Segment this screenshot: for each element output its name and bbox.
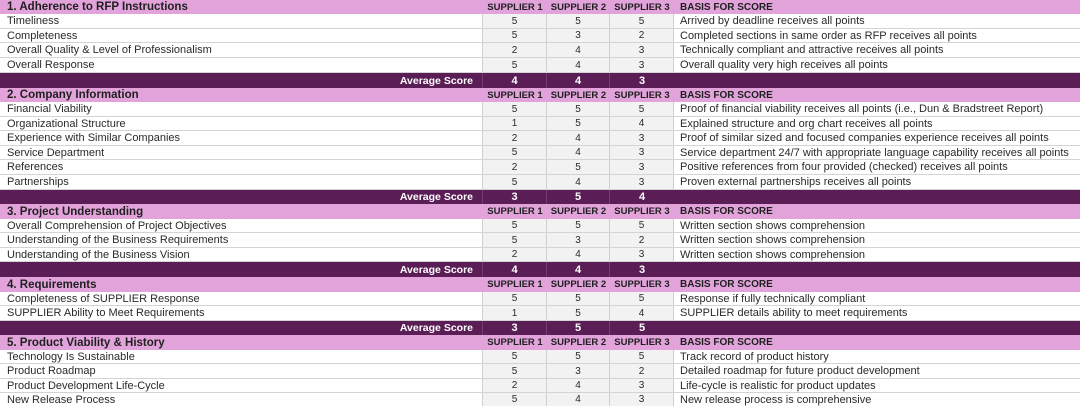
criterion-cell[interactable]: Technology Is Sustainable <box>0 350 483 363</box>
table-row[interactable] <box>0 364 1080 379</box>
basis-cell[interactable]: Written section shows comprehension <box>680 219 866 232</box>
basis-cell[interactable]: Written section shows comprehension <box>680 234 866 246</box>
supplier-3-score[interactable]: 5 <box>610 292 674 305</box>
supplier-2-score[interactable]: 3 <box>547 364 610 378</box>
supplier-2-score[interactable]: 4 <box>547 393 610 406</box>
basis-cell[interactable]: Service department 24/7 with appropriate language capability receives all points <box>680 146 1069 159</box>
average-score-row[interactable] <box>0 73 1080 88</box>
criterion-cell[interactable]: Completeness of SUPPLIER Response <box>0 292 483 305</box>
supplier-1-score[interactable]: 5 <box>483 233 547 247</box>
criterion-cell[interactable]: Partnerships <box>0 175 483 189</box>
supplier-1-score[interactable]: 5 <box>483 219 547 232</box>
supplier-3-score[interactable]: 2 <box>610 29 674 42</box>
basis-cell[interactable]: Overall quality very high receives all points <box>680 59 888 71</box>
supplier-3-score[interactable]: 5 <box>610 219 674 232</box>
section-title[interactable]: 1. Adherence to RFP Instructions <box>7 1 188 13</box>
supplier-2-score[interactable]: 4 <box>547 58 610 72</box>
basis-cell[interactable]: Explained structure and org chart receives all points <box>680 117 933 130</box>
section-title[interactable]: 2. Company Information <box>7 89 139 101</box>
supplier-3-average[interactable]: 3 <box>638 263 646 276</box>
supplier-2-score[interactable]: 4 <box>547 131 610 145</box>
criterion-cell[interactable]: Experience with Similar Companies <box>0 131 483 145</box>
supplier-1-score[interactable]: 5 <box>483 175 547 189</box>
supplier-3-average[interactable]: 4 <box>638 191 646 203</box>
table-row[interactable] <box>0 146 1080 160</box>
supplier-1-average[interactable]: 3 <box>483 190 547 204</box>
supplier-1-header[interactable]: SUPPLIER 1 <box>487 279 543 290</box>
table-row[interactable] <box>0 379 1080 393</box>
supplier-3-score[interactable]: 3 <box>610 146 674 159</box>
basis-cell[interactable]: Life-cycle is realistic for product updates <box>680 379 876 392</box>
supplier-1-score[interactable]: 5 <box>483 29 547 42</box>
supplier-2-score[interactable]: 5 <box>547 306 610 320</box>
supplier-1-score[interactable]: 5 <box>483 393 547 406</box>
section-header[interactable] <box>0 0 1080 14</box>
basis-header[interactable]: BASIS FOR SCORE <box>680 206 773 217</box>
supplier-3-header[interactable]: SUPPLIER 3 <box>614 89 670 101</box>
supplier-1-score[interactable]: 2 <box>483 43 547 57</box>
supplier-1-score[interactable]: 5 <box>483 102 547 116</box>
supplier-2-score[interactable]: 5 <box>547 292 610 305</box>
supplier-3-score[interactable]: 3 <box>610 43 674 57</box>
basis-header[interactable]: BASIS FOR SCORE <box>680 1 773 13</box>
supplier-3-score[interactable]: 3 <box>610 393 674 406</box>
basis-cell[interactable]: Proof of financial viability receives all points (i.e., Dun & Bradstreet Report) <box>680 103 1044 115</box>
section-header[interactable] <box>0 335 1080 350</box>
basis-header[interactable]: BASIS FOR SCORE <box>680 279 773 290</box>
basis-cell[interactable]: Response if fully technically compliant <box>680 292 866 305</box>
supplier-3-score[interactable]: 3 <box>610 248 674 261</box>
supplier-2-score[interactable]: 4 <box>547 248 610 261</box>
supplier-2-score[interactable]: 4 <box>547 43 610 57</box>
supplier-2-header[interactable]: SUPPLIER 2 <box>550 206 607 217</box>
supplier-3-score[interactable]: 3 <box>610 58 674 72</box>
supplier-1-score[interactable]: 5 <box>483 364 547 378</box>
criterion-cell[interactable]: New Release Process <box>0 393 483 406</box>
basis-cell[interactable]: Track record of product history <box>680 350 829 363</box>
supplier-1-score[interactable]: 2 <box>483 248 547 261</box>
table-row[interactable] <box>0 233 1080 248</box>
average-score-row[interactable] <box>0 190 1080 204</box>
table-row[interactable] <box>0 292 1080 306</box>
criterion-cell[interactable]: Product Roadmap <box>0 364 483 378</box>
supplier-1-score[interactable]: 2 <box>483 131 547 145</box>
supplier-2-header[interactable]: SUPPLIER 2 <box>550 89 607 101</box>
section-title[interactable]: 3. Project Understanding <box>7 205 144 218</box>
basis-cell[interactable]: SUPPLIER details ability to meet requirements <box>680 307 908 319</box>
table-row[interactable] <box>0 160 1080 175</box>
table-row[interactable] <box>0 219 1080 233</box>
supplier-3-header[interactable]: SUPPLIER 3 <box>614 279 670 290</box>
supplier-1-score[interactable]: 5 <box>483 146 547 159</box>
supplier-2-header[interactable]: SUPPLIER 2 <box>550 337 607 348</box>
criterion-cell[interactable]: References <box>0 160 483 174</box>
basis-cell[interactable]: Arrived by deadline receives all points <box>680 15 865 27</box>
basis-cell[interactable]: New release process is comprehensive <box>680 393 872 406</box>
basis-cell[interactable]: Written section shows comprehension <box>680 248 866 261</box>
criterion-cell[interactable]: Financial Viability <box>0 102 483 116</box>
table-row[interactable] <box>0 102 1080 117</box>
basis-cell[interactable]: Proven external partnerships receives all points <box>680 176 912 188</box>
section-header[interactable] <box>0 204 1080 219</box>
supplier-3-score[interactable]: 4 <box>610 117 674 130</box>
supplier-2-average[interactable]: 4 <box>547 262 610 277</box>
supplier-1-score[interactable]: 5 <box>483 14 547 28</box>
supplier-2-average[interactable]: 5 <box>547 190 610 204</box>
basis-cell[interactable]: Technically compliant and attractive receives all points <box>680 44 944 56</box>
section-header[interactable] <box>0 277 1080 292</box>
basis-header[interactable]: BASIS FOR SCORE <box>680 337 773 348</box>
table-row[interactable] <box>0 306 1080 321</box>
supplier-1-average[interactable]: 4 <box>483 73 547 88</box>
table-row[interactable] <box>0 117 1080 131</box>
supplier-2-score[interactable]: 4 <box>547 175 610 189</box>
basis-cell[interactable]: Detailed roadmap for future product development <box>680 365 920 377</box>
supplier-1-header[interactable]: SUPPLIER 1 <box>487 206 543 217</box>
supplier-1-score[interactable]: 2 <box>483 379 547 392</box>
supplier-3-header[interactable]: SUPPLIER 3 <box>614 337 670 348</box>
basis-cell[interactable]: Completed sections in same order as RFP receives all points <box>680 29 977 42</box>
supplier-3-header[interactable]: SUPPLIER 3 <box>614 1 670 13</box>
average-score-label[interactable]: Average Score <box>0 190 483 204</box>
supplier-2-score[interactable]: 5 <box>547 219 610 232</box>
criterion-cell[interactable]: Overall Quality & Level of Professionalism <box>0 43 483 57</box>
supplier-1-score[interactable]: 2 <box>483 160 547 174</box>
table-row[interactable] <box>0 131 1080 146</box>
supplier-2-header[interactable]: SUPPLIER 2 <box>550 279 607 290</box>
supplier-1-average[interactable]: 3 <box>483 321 547 335</box>
table-row[interactable] <box>0 58 1080 73</box>
supplier-3-score[interactable]: 2 <box>610 364 674 378</box>
average-score-row[interactable] <box>0 262 1080 277</box>
basis-cell[interactable]: Positive references from four provided (checked) receives all points <box>680 161 1008 173</box>
supplier-3-header[interactable]: SUPPLIER 3 <box>614 206 670 217</box>
criterion-cell[interactable]: Completeness <box>0 29 483 42</box>
supplier-2-average[interactable]: 4 <box>547 73 610 88</box>
supplier-1-score[interactable]: 1 <box>483 306 547 320</box>
criterion-cell[interactable]: Overall Comprehension of Project Objectives <box>0 219 483 232</box>
criterion-cell[interactable]: Understanding of the Business Vision <box>0 248 483 261</box>
supplier-3-score[interactable]: 5 <box>610 102 674 116</box>
supplier-3-score[interactable]: 3 <box>610 175 674 189</box>
basis-cell[interactable]: Proof of similar sized and focused companies experience receives all points <box>680 132 1049 144</box>
supplier-3-average[interactable]: 5 <box>638 322 646 334</box>
supplier-1-score[interactable]: 1 <box>483 117 547 130</box>
supplier-2-score[interactable]: 3 <box>547 233 610 247</box>
basis-header[interactable]: BASIS FOR SCORE <box>680 89 773 101</box>
supplier-2-score[interactable]: 4 <box>547 146 610 159</box>
table-row[interactable] <box>0 14 1080 29</box>
supplier-1-header[interactable]: SUPPLIER 1 <box>487 89 543 101</box>
average-score-row[interactable] <box>0 321 1080 335</box>
criterion-cell[interactable]: Timeliness <box>0 14 483 28</box>
supplier-1-header[interactable]: SUPPLIER 1 <box>487 1 543 13</box>
section-title[interactable]: 5. Product Viability & History <box>7 336 165 349</box>
table-row[interactable] <box>0 350 1080 364</box>
table-row[interactable] <box>0 248 1080 262</box>
supplier-3-score[interactable]: 3 <box>610 160 674 174</box>
supplier-3-score[interactable]: 2 <box>610 233 674 247</box>
section-title[interactable]: 4. Requirements <box>7 278 97 291</box>
table-row[interactable] <box>0 393 1080 406</box>
criterion-cell[interactable]: Overall Response <box>0 58 483 72</box>
supplier-2-score[interactable]: 5 <box>547 14 610 28</box>
supplier-2-score[interactable]: 4 <box>547 379 610 392</box>
criterion-cell[interactable]: Product Development Life-Cycle <box>0 379 483 392</box>
supplier-2-average[interactable]: 5 <box>547 321 610 335</box>
supplier-1-score[interactable]: 5 <box>483 292 547 305</box>
supplier-3-score[interactable]: 3 <box>610 131 674 145</box>
supplier-3-average[interactable]: 3 <box>638 74 646 87</box>
supplier-2-score[interactable]: 5 <box>547 350 610 363</box>
section-header[interactable] <box>0 88 1080 102</box>
supplier-3-score[interactable]: 4 <box>610 306 674 320</box>
supplier-1-score[interactable]: 5 <box>483 58 547 72</box>
average-score-label[interactable]: Average Score <box>0 262 483 277</box>
table-row[interactable] <box>0 43 1080 58</box>
criterion-cell[interactable]: Understanding of the Business Requirements <box>0 233 483 247</box>
supplier-2-header[interactable]: SUPPLIER 2 <box>550 1 607 13</box>
average-score-label[interactable]: Average Score <box>0 73 483 88</box>
table-row[interactable] <box>0 175 1080 190</box>
supplier-3-score[interactable]: 3 <box>610 379 674 392</box>
supplier-3-score[interactable]: 5 <box>610 14 674 28</box>
criterion-cell[interactable]: SUPPLIER Ability to Meet Requirements <box>0 306 483 320</box>
supplier-1-score[interactable]: 5 <box>483 350 547 363</box>
average-score-label[interactable]: Average Score <box>0 321 483 335</box>
supplier-1-header[interactable]: SUPPLIER 1 <box>487 337 543 348</box>
supplier-2-score[interactable]: 5 <box>547 102 610 116</box>
supplier-2-score[interactable]: 5 <box>547 160 610 174</box>
supplier-2-score[interactable]: 5 <box>547 117 610 130</box>
table-row[interactable] <box>0 29 1080 43</box>
supplier-1-average[interactable]: 4 <box>483 262 547 277</box>
criterion-cell[interactable]: Organizational Structure <box>0 117 483 130</box>
criterion-cell[interactable]: Service Department <box>0 146 483 159</box>
supplier-3-score[interactable]: 5 <box>610 350 674 363</box>
supplier-2-score[interactable]: 3 <box>547 29 610 42</box>
